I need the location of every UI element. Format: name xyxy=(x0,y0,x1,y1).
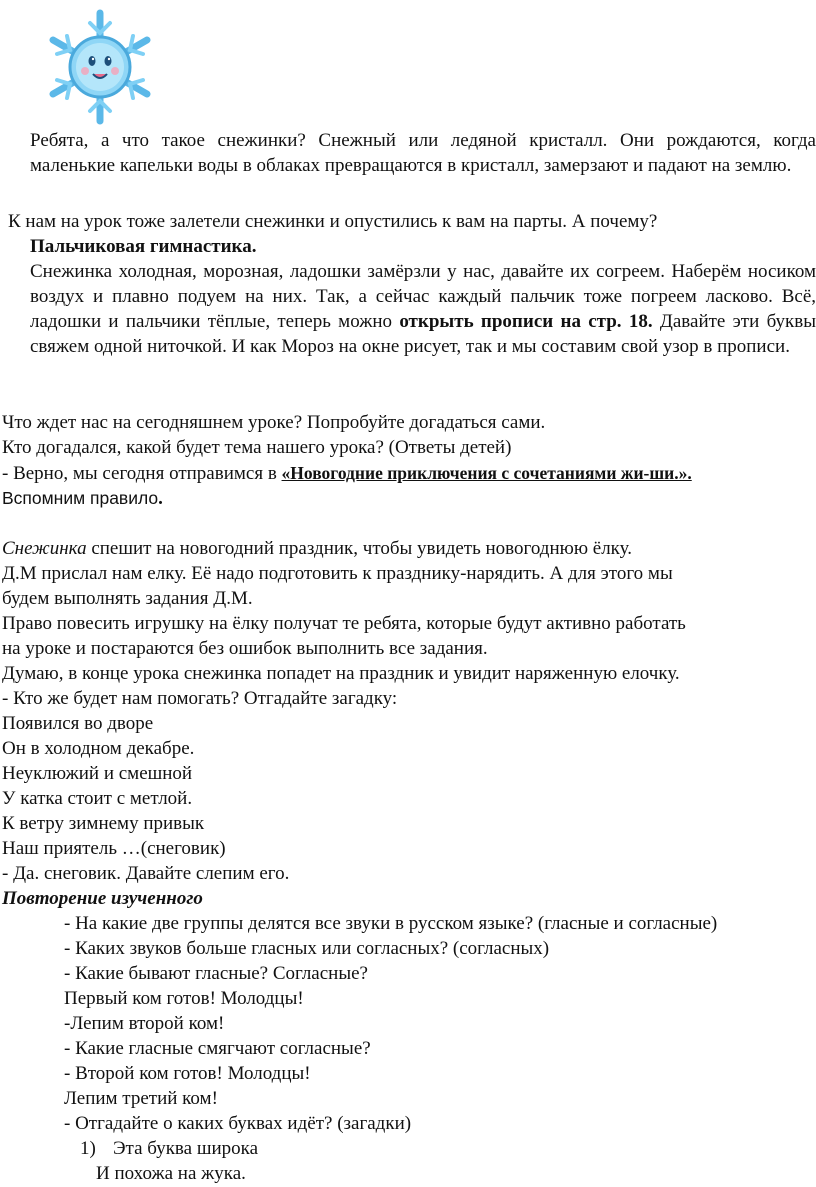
lesson-title: «Новогодние приключения с сочетаниями жи-ши.». xyxy=(281,463,692,483)
review-line-8: Лепим третий ком! xyxy=(64,1088,218,1109)
review-question-9: - Отгадайте о каких буквах идёт? (загадки) xyxy=(64,1113,412,1134)
topic-line-4: Вспомним правило. xyxy=(2,488,163,509)
riddle-answer: - Да. снеговик. Давайте слепим его. xyxy=(2,863,290,884)
story-line-6: Думаю, в конце урока снежинка попадет на праздник и увидит наряженную елочку. xyxy=(2,663,680,684)
riddle-line-6: Наш приятель …(снеговик) xyxy=(2,838,226,859)
review-line-5: -Лепим второй ком! xyxy=(64,1013,225,1034)
snowflake-illustration xyxy=(40,8,160,126)
riddle-item-line-2: И похожа на жука. xyxy=(96,1163,246,1184)
story-line-2: Д.М прислал нам елку. Её надо подготовить к празднику-нарядить. А для этого мы xyxy=(2,563,673,584)
riddle-line-5: К ветру зимнему привык xyxy=(2,813,205,834)
review-question-2: - Каких звуков больше гласных или согласных? (согласных) xyxy=(64,938,550,959)
story-line-7: - Кто же будет нам помогать? Отгадайте загадку: xyxy=(2,688,398,709)
intro-block xyxy=(30,128,816,178)
review-heading: Повторение изученного xyxy=(2,888,203,909)
review-line-7: - Второй ком готов! Молодцы! xyxy=(64,1063,311,1084)
story-line-1: Снежинка спешит на новогодний праздник, чтобы увидеть новогоднюю ёлку. xyxy=(2,538,632,559)
intro-paragraph-2: К нам на урок тоже залетели снежинки и опустились к вам на парты. А почему? xyxy=(8,211,658,232)
story-line-5: на уроке и постараются без ошибок выполнить все задания. xyxy=(2,638,488,659)
story-line-4: Право повесить игрушку на ёлку получат те ребята, которые будут активно работать xyxy=(2,613,686,634)
gymnastics-block xyxy=(30,259,816,359)
story-line-3: будем выполнять задания Д.М. xyxy=(2,588,253,609)
topic-line-2: Кто догадался, какой будет тема нашего урока? (Ответы детей) xyxy=(2,437,512,458)
riddle-line-1: Появился во дворе xyxy=(2,713,154,734)
riddle-item-line-1: Эта буква широка xyxy=(113,1138,259,1159)
gymnastics-paragraph: Снежинка холодная, морозная, ладошки замёрзли у нас, давайте их согреем. Наберём носиком воздух и плавно подуем на них. Так, а сейчас каждый пальчик тоже погреем ласково. Всё, ладошки и пальчики тёплые, теперь можно открыть прописи на стр. 18. Давайте эти буквы свяжем одной ниточкой. И как Мороз на окне рисует, так и мы составим свой узор в прописи. xyxy=(30,261,816,357)
riddle-line-4: У катка стоит с метлой. xyxy=(2,788,193,809)
riddle-line-3: Неуклюжий и смешной xyxy=(2,763,193,784)
review-question-3: - Какие бывают гласные? Согласные? xyxy=(64,963,368,984)
topic-line-3: - Верно, мы сегодня отправимся в «Новогодние приключения с сочетаниями жи-ши.». xyxy=(2,463,692,484)
gymnastics-heading: Пальчиковая гимнастика. xyxy=(30,236,257,257)
riddle-item-number: 1) xyxy=(80,1138,96,1159)
review-question-6: - Какие гласные смягчают согласные? xyxy=(64,1038,371,1059)
intro-paragraph-1: Ребята, а что такое снежинки? Снежный или ледяной кристалл. Они рождаются, когда маленькие капельки воды в облаках превращаются в кристалл, замерзают и падают на землю. xyxy=(30,130,816,176)
review-question-1: - На какие две группы делятся все звуки в русском языке? (гласные и согласные) xyxy=(64,913,718,934)
riddle-line-2: Он в холодном декабре. xyxy=(2,738,195,759)
review-line-4: Первый ком готов! Молодцы! xyxy=(64,988,304,1009)
topic-line-1: Что ждет нас на сегодняшнем уроке? Попробуйте догадаться сами. xyxy=(2,412,546,433)
